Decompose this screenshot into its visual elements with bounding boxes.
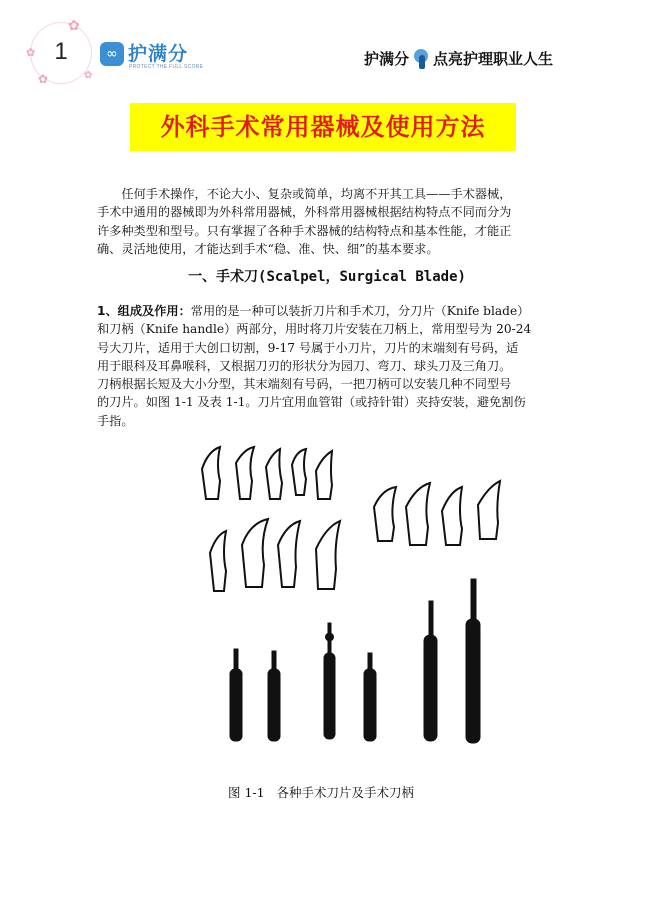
figure-caption: 图 1-1 各种手术刀片及手术刀柄 [228,785,415,800]
intro-line: 手术中通用的器械即为外科常用器械，外科常用器械根据结构特点不同而分为 [97,205,512,220]
section-heading: 一、手术刀(Scalpel，Surgical Blade) [188,269,466,285]
scalpel-figure [190,441,522,755]
page-title: 外科手术常用器械及使用方法 [160,113,486,141]
flower-icon: ✿ [26,46,36,59]
brand-subtitle: PROTECT THE FULL SCORE [129,64,204,70]
header-slogan [364,46,553,70]
composition-line: 用于眼科及耳鼻喉科，又根据刀刃的形状分为园刀、弯刀、球头刀及三角刀。 [97,358,512,373]
pointing-hand-icon [411,46,431,70]
brand-logo-icon: ∞ [100,42,124,66]
intro-line: 确、灵活地使用，才能达到手术“稳、准、快、细”的基本要求。 [97,241,439,256]
composition-paragraph [97,302,557,430]
slogan-text: 点亮护理职业人生 [432,49,553,68]
composition-lead: 1、组成及作用： [97,304,191,318]
flower-icon: ✿ [84,70,93,81]
composition-line: 的刀片。如图 1-1 及表 1-1。刀片宜用血管钳（或持针钳）夹持安装，避免割伤 [97,395,526,410]
page-header [0,0,649,95]
composition-line: 号大刀片，适用于大创口切割，9-17 号属于小刀片，刀片的末端刻有号码，适 [97,340,519,355]
composition-text: 常用的是一种可以装折刀片和手术刀，分刀片（Knife blade） [190,304,530,318]
intro-paragraph [97,185,557,258]
composition-first-line [97,302,557,320]
intro-line: 许多种类型和型号。只有掌握了各种手术器械的结构特点和基本性能，才能正 [97,223,512,238]
flower-icon: ✿ [68,18,80,34]
page-number: 1 [54,38,68,65]
composition-line: 手指。 [97,413,134,428]
composition-line: 刀柄根据长短及大小分型，其末端刻有号码，一把刀柄可以安装几种不同型号 [97,377,512,392]
flower-icon: ✿ [38,72,49,86]
slogan-brand: 护满分 [363,49,409,68]
brand-name: 护满分 [128,43,189,65]
composition-line: 和刀柄（Knife handle）两部分，用时将刀片安装在刀柄上，常用型号为 20-24 [97,322,532,337]
title-highlight [130,103,516,151]
intro-line: 任何手术操作，不论大小、复杂或简单，均离不开其工具——手术器械， [121,187,512,201]
